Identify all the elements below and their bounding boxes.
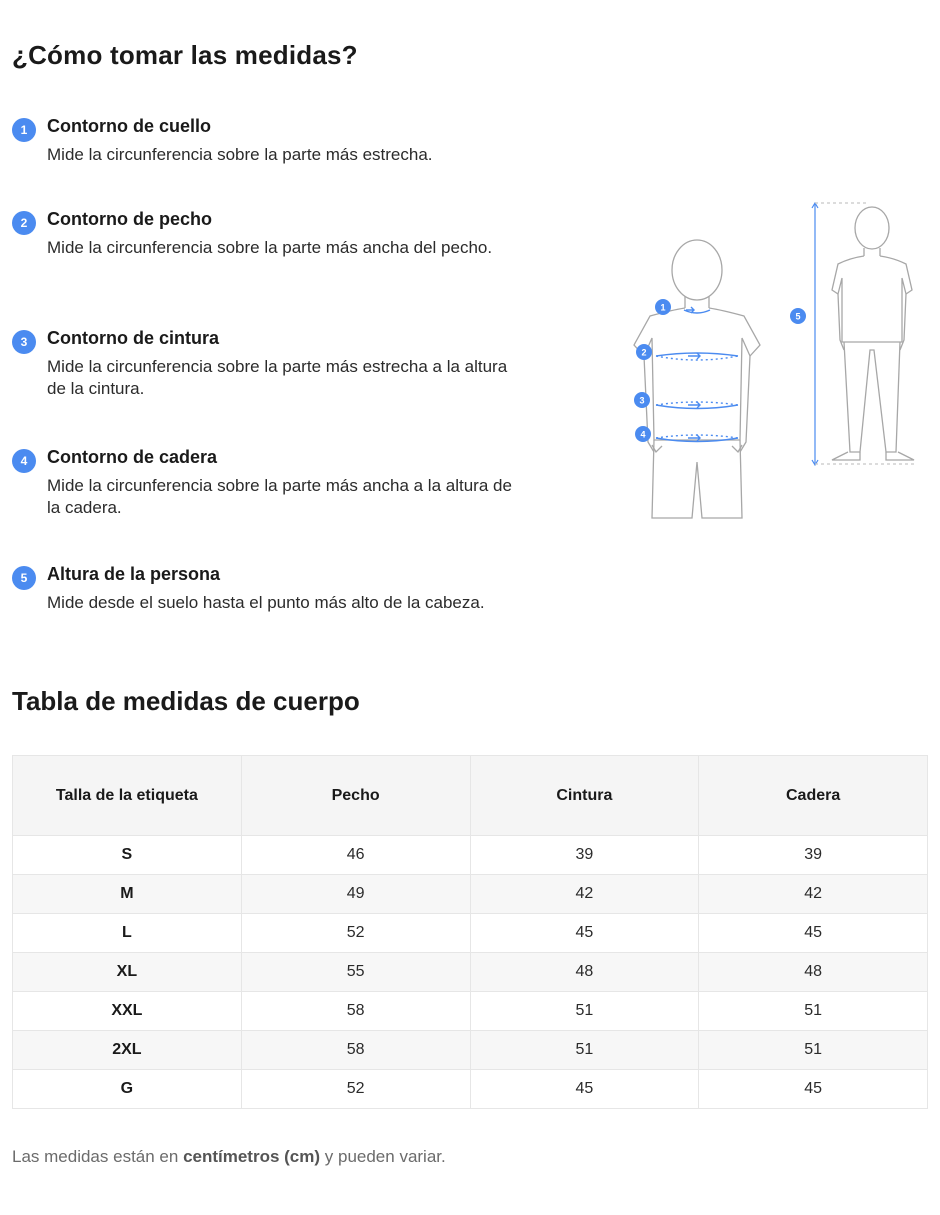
size-cell: XL bbox=[13, 953, 242, 992]
step-description: Mide la circunferencia sobre la parte más estrecha. bbox=[47, 145, 433, 164]
size-cell: S bbox=[13, 836, 242, 875]
step-number-badge: 5 bbox=[12, 566, 36, 590]
svg-text:2: 2 bbox=[641, 347, 647, 358]
table-row bbox=[13, 875, 928, 914]
side-body-figure bbox=[832, 207, 914, 460]
waist-cell: 51 bbox=[470, 1031, 699, 1070]
step-number-badge: 4 bbox=[12, 449, 36, 473]
chest-cell: 58 bbox=[241, 992, 470, 1031]
footnote-suffix: y pueden variar. bbox=[320, 1147, 446, 1166]
marker-5-icon bbox=[790, 308, 806, 324]
column-header-waist: Cintura bbox=[470, 756, 699, 836]
chest-cell: 58 bbox=[241, 1031, 470, 1070]
table-row bbox=[13, 953, 928, 992]
hip-cell: 45 bbox=[699, 914, 928, 953]
footnote-units: centímetros (cm) bbox=[183, 1147, 321, 1166]
chest-cell: 52 bbox=[241, 1070, 470, 1109]
step-number-badge: 3 bbox=[12, 330, 36, 354]
waist-cell: 39 bbox=[470, 836, 699, 875]
waist-cell: 48 bbox=[470, 953, 699, 992]
step-title: Contorno de cadera bbox=[47, 447, 218, 467]
chest-cell: 52 bbox=[241, 914, 470, 953]
hip-cell: 39 bbox=[699, 836, 928, 875]
column-header-size: Talla de la etiqueta bbox=[13, 756, 242, 836]
step-description: Mide desde el suelo hasta el punto más alto de la cabeza. bbox=[47, 593, 485, 612]
waist-cell: 42 bbox=[470, 875, 699, 914]
hip-cell: 42 bbox=[699, 875, 928, 914]
size-table-title: Tabla de medidas de cuerpo bbox=[12, 686, 360, 716]
marker-2-icon bbox=[636, 344, 652, 360]
table-row bbox=[13, 1031, 928, 1070]
size-cell: L bbox=[13, 914, 242, 953]
front-body-figure bbox=[634, 240, 760, 518]
step-title: Contorno de cintura bbox=[47, 328, 219, 348]
size-cell: 2XL bbox=[13, 1031, 242, 1070]
marker-3-icon bbox=[634, 392, 650, 408]
step-title: Altura de la persona bbox=[47, 564, 221, 584]
size-table bbox=[12, 755, 928, 1109]
footnote-prefix: Las medidas están en bbox=[12, 1147, 184, 1166]
table-row bbox=[13, 992, 928, 1031]
measurement-bands bbox=[656, 307, 738, 442]
table-row bbox=[13, 1070, 928, 1109]
page-title: ¿Cómo tomar las medidas? bbox=[12, 40, 358, 70]
hip-cell: 51 bbox=[699, 992, 928, 1031]
hip-cell: 45 bbox=[699, 1070, 928, 1109]
table-header-row bbox=[13, 756, 928, 836]
svg-text:5: 5 bbox=[795, 311, 801, 322]
table-row bbox=[13, 914, 928, 953]
column-header-chest: Pecho bbox=[241, 756, 470, 836]
marker-4-icon bbox=[635, 426, 651, 442]
waist-cell: 51 bbox=[470, 992, 699, 1031]
step-description: Mide la circunferencia sobre la parte más ancha a la altura de la cadera. bbox=[47, 476, 512, 517]
waist-cell: 45 bbox=[470, 914, 699, 953]
column-header-hip: Cadera bbox=[699, 756, 928, 836]
measurement-illustration bbox=[610, 190, 930, 530]
chest-cell: 49 bbox=[241, 875, 470, 914]
marker-1-icon bbox=[655, 299, 671, 315]
step-number-badge: 2 bbox=[12, 211, 36, 235]
chest-cell: 55 bbox=[241, 953, 470, 992]
step-number-badge: 1 bbox=[12, 118, 36, 142]
step-title: Contorno de cuello bbox=[47, 116, 211, 136]
svg-text:4: 4 bbox=[640, 429, 646, 440]
step-description: Mide la circunferencia sobre la parte más ancha del pecho. bbox=[47, 238, 493, 257]
size-cell: XXL bbox=[13, 992, 242, 1031]
size-cell: M bbox=[13, 875, 242, 914]
table-row bbox=[13, 836, 928, 875]
chest-cell: 46 bbox=[241, 836, 470, 875]
svg-text:3: 3 bbox=[639, 395, 645, 406]
svg-text:1: 1 bbox=[660, 302, 666, 313]
units-footnote bbox=[12, 1147, 446, 1167]
waist-cell: 45 bbox=[470, 1070, 699, 1109]
step-description: Mide la circunferencia sobre la parte más estrecha a la altura de la cintura. bbox=[47, 357, 508, 398]
hip-cell: 48 bbox=[699, 953, 928, 992]
hip-cell: 51 bbox=[699, 1031, 928, 1070]
size-cell: G bbox=[13, 1070, 242, 1109]
step-title: Contorno de pecho bbox=[47, 209, 212, 229]
